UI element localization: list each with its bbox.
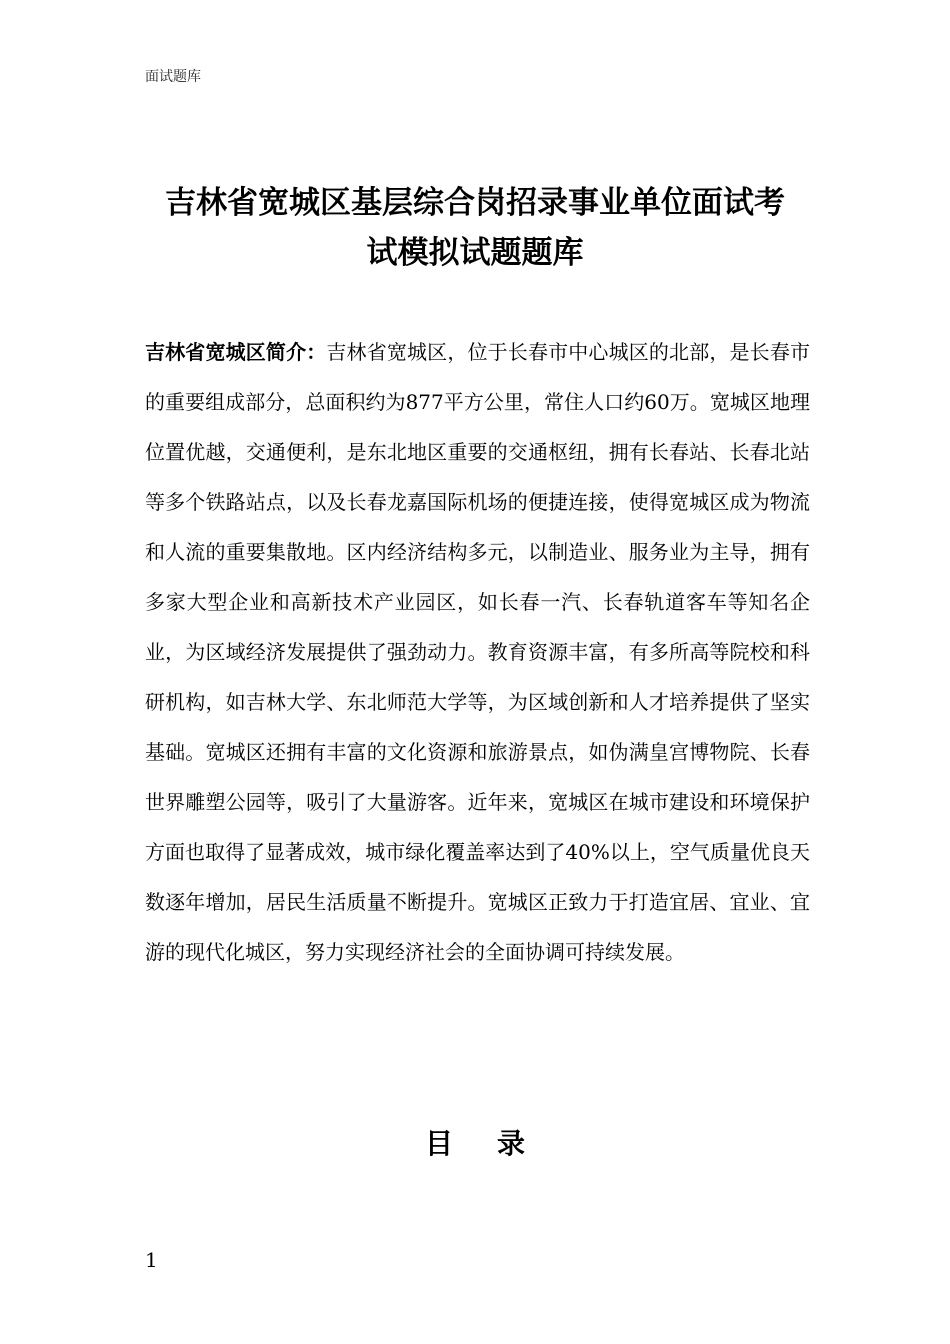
intro-body: 吉林省宽城区，位于长春市中心城区的北部，是长春市的重要组成部分，总面积约为877平方公里，常住人口约60万。宽城区地理位置优越，交通便利，是东北地区重要的交通枢纽，拥有长春站、长春北站等多个铁路站点，以及长春龙嘉国际机场的便捷连接，使得宽城区成为物流和人流的重要集散地。区内经济结构多元，以制造业、服务业为主导，拥有多家大型企业和高新技术产业园区，如长春一汽、长春轨道客车等知名企业，为区域经济发展提供了强劲动力。教育资源丰富，有多所高等院校和科研机构，如吉林大学、东北师范大学等，为区域创新和人才培养提供了坚实基础。宽城区还拥有丰富的文化资源和旅游景点，如伪满皇宫博物院、长春世界雕塑公园等，吸引了大量游客。近年来，宽城区在城市建设和环境保护方面也取得了显著成效，城市绿化覆盖率达到了40%以上，空气质量优良天数逐年增加，居民生活质量不断提升。宽城区正致力于打造宜居、宜业、宜游的现代化城区，努力实现经济社会的全面协调可持续发展。 <box>145 340 810 964</box>
intro-paragraph <box>145 327 810 977</box>
page-header: 面试题库 <box>145 69 201 85</box>
document-title-line-1: 吉林省宽城区基层综合岗招录事业单位面试考 <box>165 185 785 221</box>
intro-label: 吉林省宽城区简介： <box>145 340 327 364</box>
document-title-line-2: 试模拟试题题库 <box>366 235 584 271</box>
document-title <box>100 178 850 278</box>
page-number: 1 <box>145 1248 158 1272</box>
table-of-contents-title: 目录 <box>424 1127 569 1160</box>
